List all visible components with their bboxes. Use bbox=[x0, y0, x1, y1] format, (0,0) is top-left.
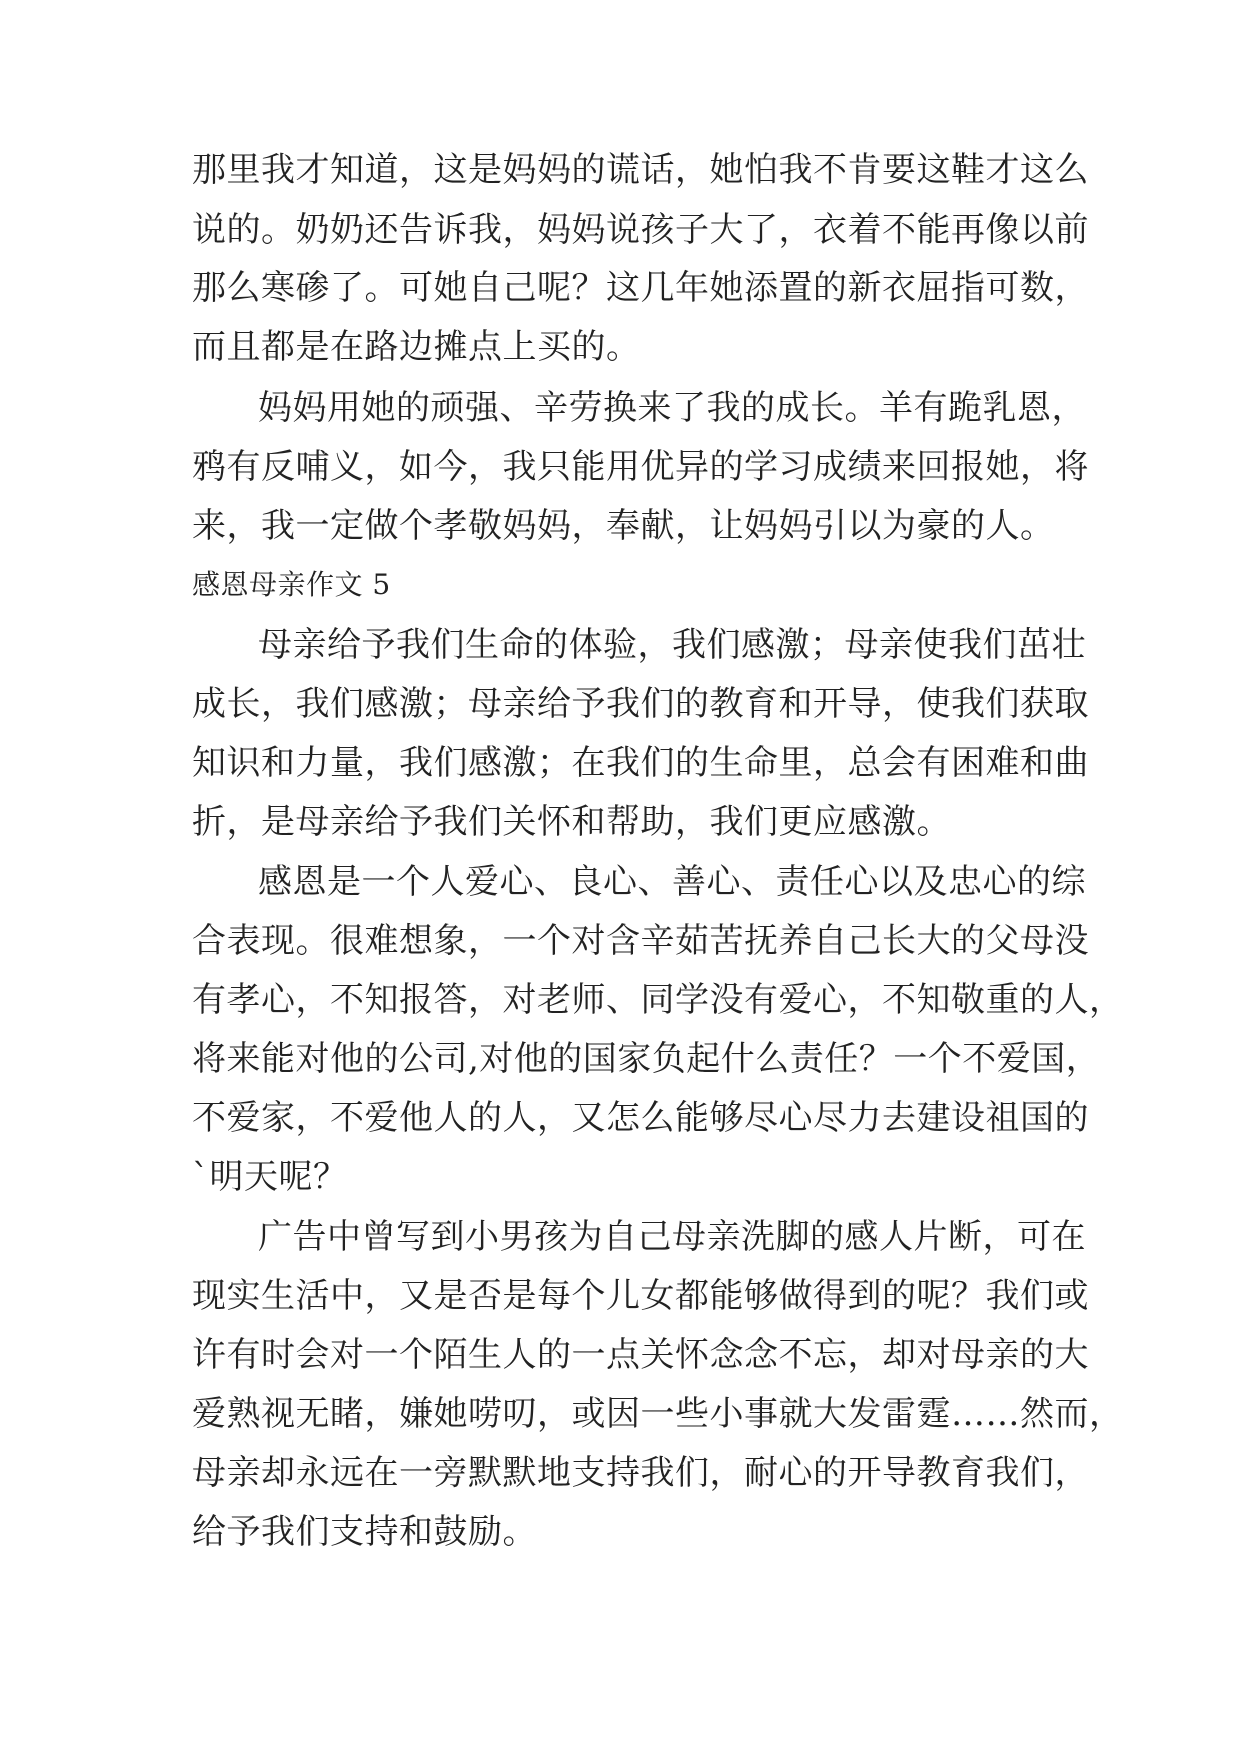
paragraph-first-line: 广告中曾写到小男孩为自己母亲洗脚的感人片断，可在 bbox=[258, 1217, 1086, 1257]
text-line: 有孝心，不知报答，对老师、同学没有爱心，不知敬重的人， bbox=[192, 980, 1124, 1020]
section-heading: 感恩母亲作文 5 bbox=[192, 568, 391, 601]
text-line: 而且都是在路边摊点上买的。 bbox=[192, 327, 641, 367]
text-line: 合表现。很难想象，一个对含辛茹苦抚养自己长大的父母没 bbox=[192, 921, 1089, 961]
text-line: 知识和力量，我们感激；在我们的生命里，总会有困难和曲 bbox=[192, 743, 1089, 783]
paragraph-first-line: 妈妈用她的顽强、辛劳换来了我的成长。羊有跪乳恩， bbox=[258, 388, 1086, 428]
text-line: 爱熟视无睹，嫌她唠叨，或因一些小事就大发雷霆……然而， bbox=[192, 1394, 1124, 1434]
text-line: 现实生活中，又是否是每个儿女都能够做得到的呢？我们或 bbox=[192, 1276, 1089, 1316]
text-line: 母亲却永远在一旁默默地支持我们，耐心的开导教育我们， bbox=[192, 1453, 1089, 1493]
text-line: 来，我一定做个孝敬妈妈，奉献，让妈妈引以为豪的人。 bbox=[192, 506, 1055, 546]
text-line: 将来能对他的公司,对他的国家负起什么责任？一个不爱国， bbox=[192, 1039, 1101, 1079]
text-line: 许有时会对一个陌生人的一点关怀念念不忘，却对母亲的大 bbox=[192, 1335, 1089, 1375]
text-line: 给予我们支持和鼓励。 bbox=[192, 1512, 537, 1552]
text-line: 不爱家，不爱他人的人，又怎么能够尽心尽力去建设祖国的 bbox=[192, 1098, 1089, 1138]
text-line: 说的。奶奶还告诉我，妈妈说孩子大了，衣着不能再像以前 bbox=[192, 210, 1089, 250]
text-line: 鸦有反哺义，如今，我只能用优异的学习成绩来回报她，将 bbox=[192, 447, 1089, 487]
paragraph-first-line: 母亲给予我们生命的体验，我们感激；母亲使我们茁壮 bbox=[258, 625, 1086, 665]
text-line: 折，是母亲给予我们关怀和帮助，我们更应感激。 bbox=[192, 802, 951, 842]
text-line: 那么寒碜了。可她自己呢？这几年她添置的新衣屈指可数， bbox=[192, 268, 1089, 308]
text-line: 那里我才知道，这是妈妈的谎话，她怕我不肯要这鞋才这么 bbox=[192, 150, 1089, 190]
text-line: 成长，我们感激；母亲给予我们的教育和开导，使我们获取 bbox=[192, 684, 1089, 724]
text-line: `明天呢？ bbox=[192, 1157, 348, 1197]
paragraph-first-line: 感恩是一个人爱心、良心、善心、责任心以及忠心的综 bbox=[258, 862, 1086, 902]
